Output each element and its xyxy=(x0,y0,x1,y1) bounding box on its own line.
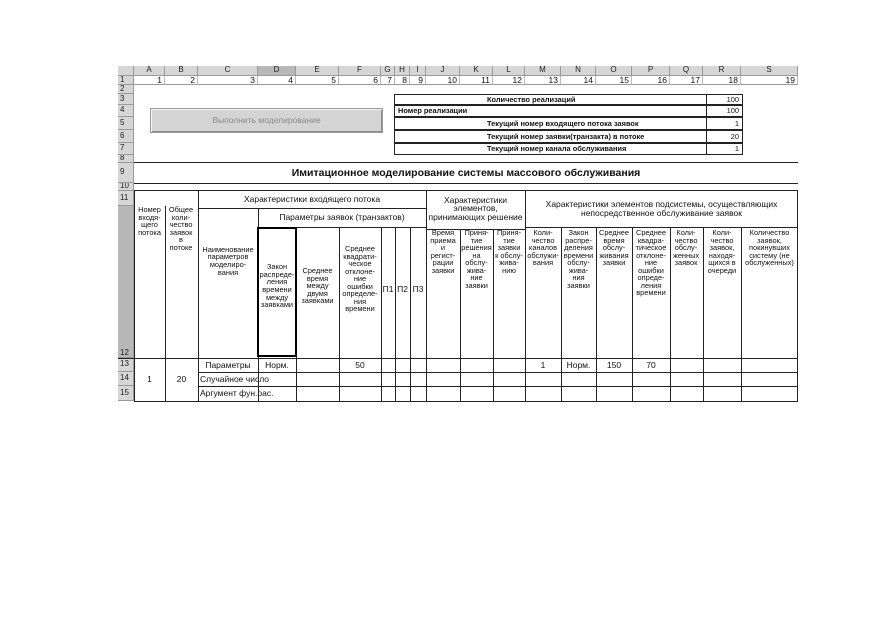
column-number-11: 11 xyxy=(460,76,493,85)
service-subsystem-header: Характеристики элементов подсистемы, осуществляющих непосредственное обслуживание заявок xyxy=(545,198,778,218)
column-number-5: 5 xyxy=(296,76,339,85)
grid-line xyxy=(165,206,166,401)
column-number-16: 16 xyxy=(632,76,670,85)
grid-line xyxy=(198,386,798,387)
row-header-9[interactable]: 9 xyxy=(118,163,134,183)
mean-service-value-cell[interactable]: 150 xyxy=(606,359,622,370)
realizations-count-label: Количество реализаций xyxy=(394,94,707,105)
grid-line xyxy=(134,190,135,401)
grid-line xyxy=(381,227,382,401)
column-number-14: 14 xyxy=(561,76,596,85)
queue-count-header: Коли- чество заявок, находя- щихся в очереди xyxy=(707,229,737,275)
row-header-8[interactable]: 8 xyxy=(118,155,134,163)
grid-line xyxy=(426,190,427,401)
row-header-1[interactable]: 1 xyxy=(118,76,134,85)
column-header-H[interactable]: H xyxy=(395,66,410,76)
service-std-dev-header: Среднее квадра- тическое отклоне- ние ошибки опреде- ления времени xyxy=(635,229,667,298)
row-header-6[interactable]: 6 xyxy=(118,130,134,143)
grid-line xyxy=(797,190,798,401)
grid-line xyxy=(632,227,633,401)
grid-line xyxy=(198,190,199,401)
grid-line xyxy=(596,227,597,401)
p2-header: П2 xyxy=(397,283,408,294)
column-number-17: 17 xyxy=(670,76,703,85)
mean-service-time-header: Среднее время обслу- живания заявки xyxy=(598,229,629,268)
grid-line xyxy=(525,190,526,401)
request-params-header: Параметры заявок (транзактов) xyxy=(279,212,405,223)
column-header-M[interactable]: M xyxy=(525,66,561,76)
realization-number-value[interactable]: 100 xyxy=(706,105,743,117)
total-requests-header: Общее коли- чество заявок в потоке xyxy=(168,206,194,252)
function-argument-label-cell: Аргумент фун.рас. xyxy=(200,387,274,398)
grid-line xyxy=(741,227,742,401)
column-header-N[interactable]: N xyxy=(561,66,596,76)
row-header-15[interactable]: 15 xyxy=(118,386,134,401)
column-header-P[interactable]: P xyxy=(632,66,670,76)
grid-line xyxy=(525,227,798,228)
grid-line xyxy=(395,227,396,401)
column-header-F[interactable]: F xyxy=(339,66,381,76)
current-request-label: Текущий номер заявки(транзакта) в потоке xyxy=(394,130,707,143)
selected-cell-outline xyxy=(257,227,297,357)
reception-time-header: Время приема и регист- рации заявки xyxy=(430,229,456,275)
grid-line xyxy=(134,183,798,184)
row-header-13[interactable]: 13 xyxy=(118,358,134,372)
run-simulation-button[interactable]: Выполнить моделирование xyxy=(150,108,383,133)
row-header-11[interactable]: 11 xyxy=(118,191,134,206)
grid-line xyxy=(703,227,704,401)
column-number-6: 6 xyxy=(339,76,381,85)
grid-line xyxy=(561,227,562,401)
law-value-cell[interactable]: Норм. xyxy=(265,359,289,370)
current-flow-label: Текущий номер входящего потока заявок xyxy=(394,117,707,130)
row-header-14[interactable]: 14 xyxy=(118,372,134,386)
spreadsheet xyxy=(118,66,798,401)
distribution-law-header: Закон распреде- ления времени между заявками xyxy=(259,262,295,310)
column-header-D[interactable]: D xyxy=(258,66,296,76)
column-header-L[interactable]: L xyxy=(493,66,525,76)
grid-line xyxy=(134,162,798,163)
realization-number-label: Номер реализации xyxy=(394,105,707,117)
request-accepted-header: Приня- тие заявки к обслу- жива- нию xyxy=(495,229,523,275)
row-header-7[interactable]: 7 xyxy=(118,143,134,155)
rejected-count-header: Количество заявок, покинувших систему (не обслуженных) xyxy=(745,229,794,268)
column-header-R[interactable]: R xyxy=(703,66,741,76)
row-header-12[interactable]: 12 xyxy=(118,206,134,358)
column-number-19: 19 xyxy=(741,76,798,85)
grid-line xyxy=(134,190,798,191)
params-label-cell: Параметры xyxy=(205,359,251,370)
p1-header: П1 xyxy=(382,283,394,294)
column-number-3: 3 xyxy=(198,76,258,85)
column-number-18: 18 xyxy=(703,76,741,85)
row-header-5[interactable]: 5 xyxy=(118,117,134,130)
current-request-value[interactable]: 20 xyxy=(706,130,743,143)
p3-header: П3 xyxy=(412,283,424,294)
grid-line xyxy=(134,358,798,359)
channels-count-header: Коли- чество каналов обслужи- вания xyxy=(527,229,559,268)
service-std-value-cell[interactable]: 70 xyxy=(646,359,656,370)
column-header-K[interactable]: K xyxy=(460,66,493,76)
row-header-10[interactable]: 10 xyxy=(118,183,134,191)
row-header-2[interactable]: 2 xyxy=(118,85,134,94)
column-header-E[interactable]: E xyxy=(296,66,339,76)
decision-made-header: Приня- тие решения на обслу- жива- ние заявки xyxy=(461,229,492,290)
service-law-header: Закон распре- деления времени обслу- жива- ния заявки xyxy=(563,229,594,290)
decision-elements-header: Характеристики элементов, принимающих решение xyxy=(428,194,523,222)
column-header-O[interactable]: O xyxy=(596,66,632,76)
column-number-2: 2 xyxy=(165,76,198,85)
column-number-7: 7 xyxy=(381,76,395,85)
row-header-4[interactable]: 4 xyxy=(118,105,134,117)
column-header-G[interactable]: G xyxy=(381,66,395,76)
column-number-13: 13 xyxy=(525,76,561,85)
total-requests-cell[interactable]: 20 xyxy=(176,374,187,385)
grid-line xyxy=(460,229,461,401)
flow-number-header: Номер входя- щего потока xyxy=(138,206,161,237)
incoming-flow-header: Характеристики входящего потока xyxy=(243,194,381,205)
grid-line xyxy=(426,229,525,230)
channels-value-cell[interactable]: 1 xyxy=(540,359,546,370)
column-number-12: 12 xyxy=(493,76,525,85)
row-header-3[interactable]: 3 xyxy=(118,94,134,105)
grid-line xyxy=(118,358,134,359)
column-header-Q[interactable]: Q xyxy=(670,66,703,76)
column-number-1: 1 xyxy=(134,76,165,85)
served-count-header: Коли- чество обслу- женных заявок xyxy=(672,229,700,268)
column-header-I[interactable]: I xyxy=(410,66,426,76)
flow-number-cell[interactable]: 1 xyxy=(147,374,152,385)
column-header-B[interactable]: B xyxy=(165,66,198,76)
random-number-label-cell: Случайное число xyxy=(200,373,269,384)
grid-line xyxy=(134,401,798,402)
param-name-header: Наименование параметров моделиро- вания xyxy=(202,244,254,277)
column-number-4: 4 xyxy=(258,76,296,85)
column-number-8: 8 xyxy=(395,76,410,85)
realizations-count-value[interactable]: 100 xyxy=(706,94,743,105)
std-dev-value-cell[interactable]: 50 xyxy=(355,359,365,370)
grid-line xyxy=(493,229,494,401)
grid-line xyxy=(198,208,426,209)
grid-line xyxy=(410,227,411,401)
service-law-value-cell[interactable]: Норм. xyxy=(566,359,591,370)
column-header-S[interactable]: S xyxy=(741,66,798,76)
grid-line xyxy=(670,227,671,401)
select-all-corner[interactable] xyxy=(118,66,134,76)
column-header-C[interactable]: C xyxy=(198,66,258,76)
grid-line xyxy=(198,372,798,373)
page-title: Имитационное моделирование системы массового обслуживания xyxy=(291,166,641,179)
grid-line xyxy=(339,227,340,401)
column-number-15: 15 xyxy=(596,76,632,85)
std-dev-error-header: Среднее квадрати- ческое отклоне- ние ошибки определе- ния времени xyxy=(342,244,378,314)
mean-interval-header: Среднее время между двумя заявками xyxy=(301,266,334,306)
column-number-9: 9 xyxy=(410,76,426,85)
column-header-A[interactable]: A xyxy=(134,66,165,76)
current-flow-value[interactable]: 1 xyxy=(706,117,743,130)
column-header-J[interactable]: J xyxy=(426,66,460,76)
column-number-10: 10 xyxy=(426,76,460,85)
current-channel-value[interactable]: 1 xyxy=(706,143,743,155)
current-channel-label: Текущий номер канала обслуживания xyxy=(394,143,707,155)
